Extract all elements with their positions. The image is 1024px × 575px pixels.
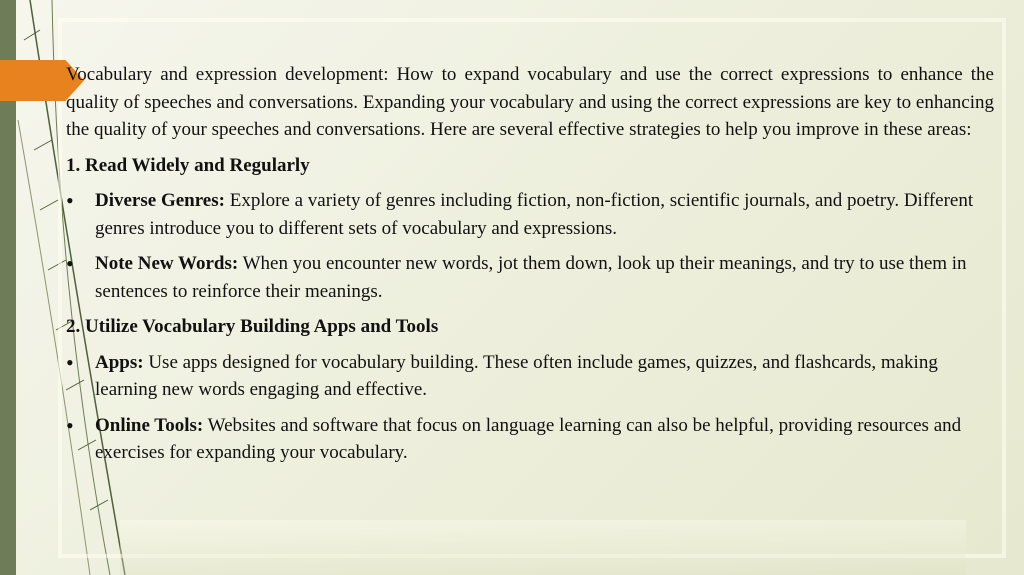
bullet-dot-icon: • [66, 251, 74, 276]
bottom-band [120, 520, 966, 575]
bullet-item [66, 250, 994, 305]
bullet-term: Apps: [95, 351, 144, 373]
bullet-item [66, 412, 994, 467]
section-heading: 1. Read Widely and Regularly [66, 154, 310, 176]
slide-content [66, 61, 994, 475]
bullet-term: Online Tools: [95, 414, 204, 436]
bullet-dot-icon: • [66, 412, 74, 438]
bullet-item [66, 349, 994, 404]
bullet-text: Websites and software that focus on language learning can also be helpful, providing resources and exercises for expanding your vocabulary. [95, 414, 962, 463]
bullet-text: When you encounter new words, jot them down, look up their meanings, and try to use them in sentences to reinforce their meanings. [95, 253, 967, 302]
bullet-dot-icon: • [66, 188, 74, 213]
bullet-text: Explore a variety of genres including fiction, non-fiction, scientific journals, and poetry. Different genres introduce you to different sets of vocabulary and expressions. [95, 190, 974, 239]
bullet-text: Use apps designed for vocabulary building. These often include games, quizzes, and flashcards, making learning new words engaging and effective. [95, 351, 938, 400]
bullet-term: Diverse Genres: [95, 190, 225, 211]
intro-paragraph: Vocabulary and expression development: How to expand vocabulary and use the correct expressions to enhance the quality of speeches and conversations. Expanding your vocabulary and using the correct expressions are key to enhancing the quality of your speeches and conversations. Here are several effective strategies to help you improve in these areas: [66, 64, 994, 140]
bullet-item [66, 187, 994, 242]
section-heading: 2. Utilize Vocabulary Building Apps and Tools [66, 316, 439, 337]
bullet-term: Note New Words: [95, 253, 239, 274]
bullet-dot-icon: • [66, 349, 74, 375]
